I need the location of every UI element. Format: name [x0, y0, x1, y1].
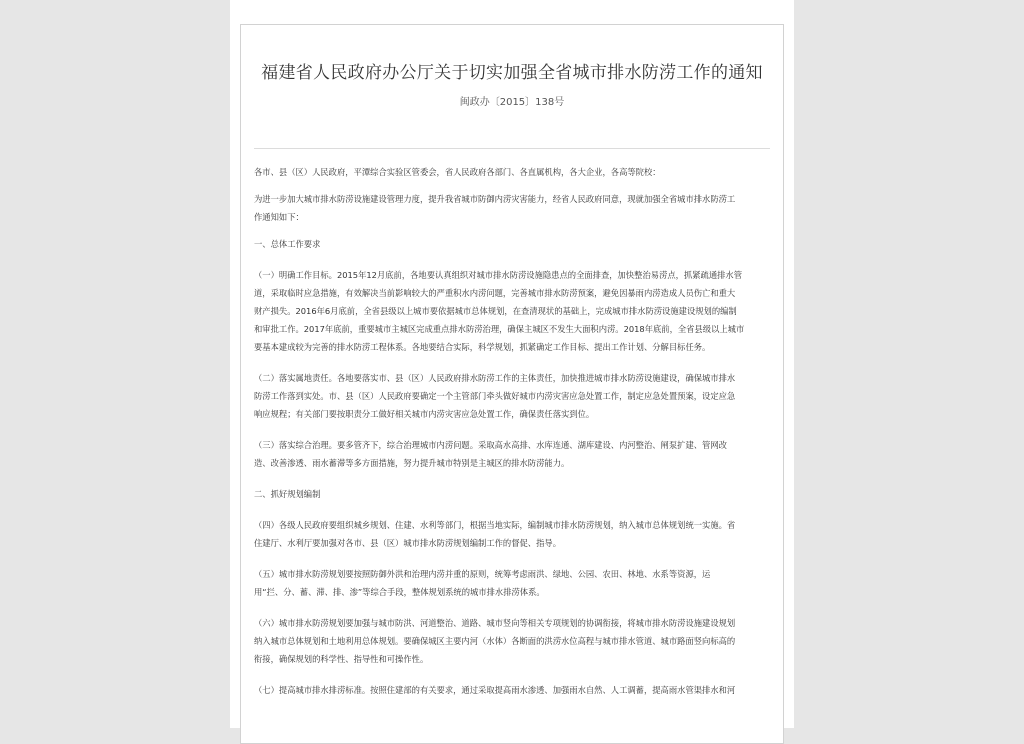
paragraph-line: 衔接，确保规划的科学性、指导性和可操作性。 — [254, 654, 429, 664]
paragraph-line: 为进一步加大城市排水防涝设施建设管理力度，提升我省城市防御内涝灾害能力，经省人民政府同意，现就加强全省城市排水防涝工 — [254, 194, 736, 204]
paragraph-line: 和审批工作。2017年底前，重要城市主城区完成重点排水防涝治理，确保主城区不发生大面积内涝。2018年底前，全省县级以上城市 — [254, 324, 745, 334]
paragraph-line: 防涝工作落到实处。市、县（区）人民政府要确定一个主管部门牵头做好城市内涝灾害应急处置工作，制定应急处置预案，设定应急 — [254, 391, 736, 401]
paragraph-line: 响应规程；有关部门要按职责分工做好相关城市内涝灾害应急处置工作，确保责任落实到位。 — [254, 409, 595, 419]
paragraph-line: 住建厅、水利厅要加强对各市、县（区）城市排水防涝规划编制工作的督促、指导。 — [254, 538, 561, 548]
paragraph-3 — [254, 436, 776, 472]
paragraph-line: （五）城市排水防涝规划要按照防御外洪和治理内涝并重的原则，统筹考虑雨洪、绿地、公园、农田、林地、水系等资源，运 — [254, 569, 711, 579]
paragraph-line: 作通知如下： — [254, 212, 304, 222]
paragraph-line: （六）城市排水防涝规划要加强与城市防洪、河道整治、道路、城市竖向等相关专项规划的协调衔接，将城市排水防涝设施建设规划 — [254, 618, 736, 628]
paragraph-line: 纳入城市总体规划和土地利用总体规划。要确保城区主要内河（水体）各断面的洪涝水位高程与城市排水管道、城市路面竖向标高的 — [254, 636, 736, 646]
paragraph-7 — [254, 681, 776, 699]
paragraph-line: 财产损失。2016年6月底前，全省县级以上城市要依据城市总体规划，在查清现状的基础上，完成城市排水防涝设施建设规划的编制 — [254, 306, 737, 316]
paragraph-6 — [254, 614, 776, 668]
paragraph-4 — [254, 516, 776, 552]
paragraph-line: 要基本建成较为完善的排水防涝工程体系。各地要结合实际，科学规划，抓紧确定工作目标、提出工作计划、分解目标任务。 — [254, 342, 711, 352]
section-heading-general: 一、总体工作要求 — [254, 239, 321, 249]
paragraph-line: （二）落实属地责任。各地要落实市、县（区）人民政府排水防涝工作的主体责任，加快推进城市排水防涝设施建设，确保城市排水 — [254, 373, 736, 383]
salutation: 各市、县（区）人民政府，平潭综合实验区管委会，省人民政府各部门、各直属机构，各大企业，各高等院校： — [254, 167, 661, 177]
document-body — [254, 163, 776, 699]
paragraph-2 — [254, 369, 776, 423]
paragraph-line: （四）各级人民政府要组织城乡规划、住建、水利等部门，根据当地实际，编制城市排水防涝规划，纳入城市总体规划统一实施。省 — [254, 520, 736, 530]
paragraph-line: （七）提高城市排水排涝标准。按照住建部的有关要求，通过采取提高雨水渗透、加强雨水自然、人工调蓄，提高雨水管渠排水和河 — [254, 685, 736, 695]
document-title: 福建省人民政府办公厅关于切实加强全省城市排水防涝工作的通知 — [261, 63, 763, 83]
document-number: 闽政办〔2015〕138号 — [459, 97, 565, 108]
paragraph-line: 道，采取临时应急措施，有效解决当前影响较大的严重积水内涝问题，完善城市排水防涝预案，避免因暴雨内涝造成人员伤亡和重大 — [254, 288, 736, 298]
section-heading-planning: 二、抓好规划编制 — [254, 489, 321, 499]
paragraph-line: （三）落实综合治理。要多管齐下，综合治理城市内涝问题。采取高水高排、水库连通、湖库建设、内河整治、闸泵扩建、管网改 — [254, 440, 727, 450]
paragraph-1 — [254, 266, 776, 356]
paragraph-line: 造、改善渗透、雨水蓄滞等多方面措施，努力提升城市特别是主城区的排水防涝能力。 — [254, 458, 570, 468]
intro-paragraph — [254, 190, 776, 226]
header-divider — [254, 148, 770, 149]
paragraph-line: 用“拦、分、蓄、滞、排、渗”等综合手段，整体规划系统的城市排水排涝体系。 — [254, 587, 545, 597]
paragraph-line: （一）明确工作目标。2015年12月底前，各地要认真组织对城市排水防涝设施隐患点的全面排查，加快整治易涝点，抓紧疏通排水管 — [254, 270, 743, 280]
paragraph-5 — [254, 565, 776, 601]
